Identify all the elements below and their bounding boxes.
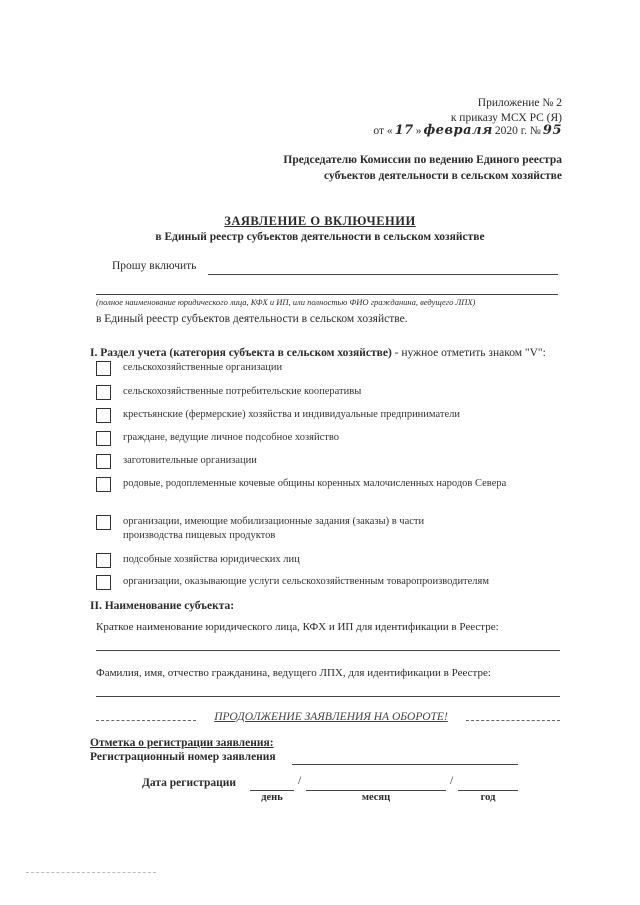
registration-number-field[interactable]: [292, 764, 518, 765]
category-checkbox[interactable]: [96, 477, 111, 492]
annex-year: 2020 г. №: [494, 125, 541, 137]
category-row[interactable]: [96, 477, 566, 492]
category-row[interactable]: [96, 454, 566, 469]
category-checkbox[interactable]: [96, 454, 111, 469]
continuation-note: ПРОДОЛЖЕНИЕ ЗАЯВЛЕНИЯ НА ОБОРОТЕ!: [214, 711, 448, 723]
fio-label: Фамилия, имя, отчество гражданина, ведущего ЛПХ, для идентификации в Реестре:: [96, 667, 491, 679]
category-checkbox[interactable]: [96, 515, 111, 530]
document-subtitle: в Единый реестр субъектов деятельности в сельском хозяйстве: [155, 231, 485, 243]
category-label: граждане, ведущие личное подсобное хозяйство: [123, 432, 339, 443]
category-checkbox[interactable]: [96, 361, 111, 376]
request-hint: (полное наименование юридического лица, КФХ и ИП, или полностью ФИО гражданина, ведущего ЛПХ): [96, 297, 476, 307]
section-1-note: - нужное отметить знаком "V":: [391, 347, 546, 359]
year-caption: год: [480, 792, 496, 803]
annex-date-mid: »: [415, 125, 422, 137]
category-checkbox[interactable]: [96, 553, 111, 568]
day-caption: день: [261, 792, 283, 803]
request-name-field-line-2[interactable]: [96, 294, 558, 295]
addressee-line-2: субъектов деятельности в сельском хозяйстве: [324, 170, 562, 182]
category-row[interactable]: [96, 361, 566, 376]
annex-number: 95: [542, 123, 562, 138]
registration-number-label: Регистрационный номер заявления: [90, 751, 276, 763]
dashed-divider-right: [466, 720, 560, 721]
date-separator-2: /: [450, 775, 454, 787]
annex-line-2: к приказу МСХ РС (Я): [450, 112, 562, 124]
category-row[interactable]: [96, 553, 566, 568]
scan-edge-line: [26, 872, 156, 873]
category-label: сельскохозяйственные организации: [123, 362, 283, 373]
category-row[interactable]: [96, 408, 566, 423]
short-name-field[interactable]: [96, 650, 560, 651]
request-name-field[interactable]: [208, 274, 558, 275]
section-1-heading-line: [90, 343, 546, 361]
document-title: ЗАЯВЛЕНИЕ О ВКЛЮЧЕНИИ: [224, 214, 416, 228]
dashed-divider-left: [96, 720, 196, 721]
annex-month: февраля: [423, 123, 493, 138]
category-row[interactable]: [96, 515, 566, 543]
registration-year-field[interactable]: [458, 790, 518, 791]
date-separator-1: /: [298, 775, 302, 787]
category-row[interactable]: [96, 385, 566, 400]
month-caption: месяц: [361, 792, 391, 803]
category-row[interactable]: [96, 575, 566, 590]
annex-date-line: [373, 124, 562, 138]
registration-day-field[interactable]: [250, 790, 294, 791]
category-checkbox[interactable]: [96, 385, 111, 400]
section-1-heading: I. Раздел учета (категория субъекта в сельском хозяйстве): [90, 347, 392, 359]
request-label: Прошу включить: [112, 260, 197, 272]
category-label: крестьянские (фермерские) хозяйства и индивидуальные предприниматели: [123, 409, 460, 420]
category-checkbox[interactable]: [96, 431, 111, 446]
category-label: сельскохозяйственные потребительские кооперативы: [123, 386, 362, 397]
annex-date-prefix: от «: [373, 125, 393, 137]
section-2-heading: II. Наименование субъекта:: [90, 600, 235, 612]
fio-field[interactable]: [96, 696, 560, 697]
category-checkbox[interactable]: [96, 575, 111, 590]
registration-month-field[interactable]: [306, 790, 446, 791]
registration-date-label: Дата регистрации: [142, 777, 237, 789]
addressee-line-1: Председателю Комиссии по ведению Единого реестра: [283, 154, 562, 166]
registration-heading: Отметка о регистрации заявления:: [90, 737, 274, 749]
category-label: родовые, родоплеменные кочевые общины коренных малочисленных народов Севера: [123, 478, 507, 489]
category-label: организации, имеющие мобилизационные задания (заказы) в части производства пищевых продуктов: [123, 516, 425, 541]
category-label: организации, оказывающие услуги сельскохозяйственным товаропроизводителям: [123, 576, 490, 587]
request-into: в Единый реестр субъектов деятельности в сельском хозяйстве.: [96, 313, 408, 325]
short-name-label: Краткое наименование юридического лица, КФХ и ИП для идентификации в Реестре:: [96, 621, 499, 633]
annex-line-1: Приложение № 2: [477, 97, 562, 109]
category-row[interactable]: [96, 431, 566, 446]
category-label: заготовительные организации: [123, 455, 257, 466]
category-checkbox[interactable]: [96, 408, 111, 423]
annex-day: 17: [394, 123, 414, 138]
category-label: подсобные хозяйства юридических лиц: [123, 554, 300, 565]
